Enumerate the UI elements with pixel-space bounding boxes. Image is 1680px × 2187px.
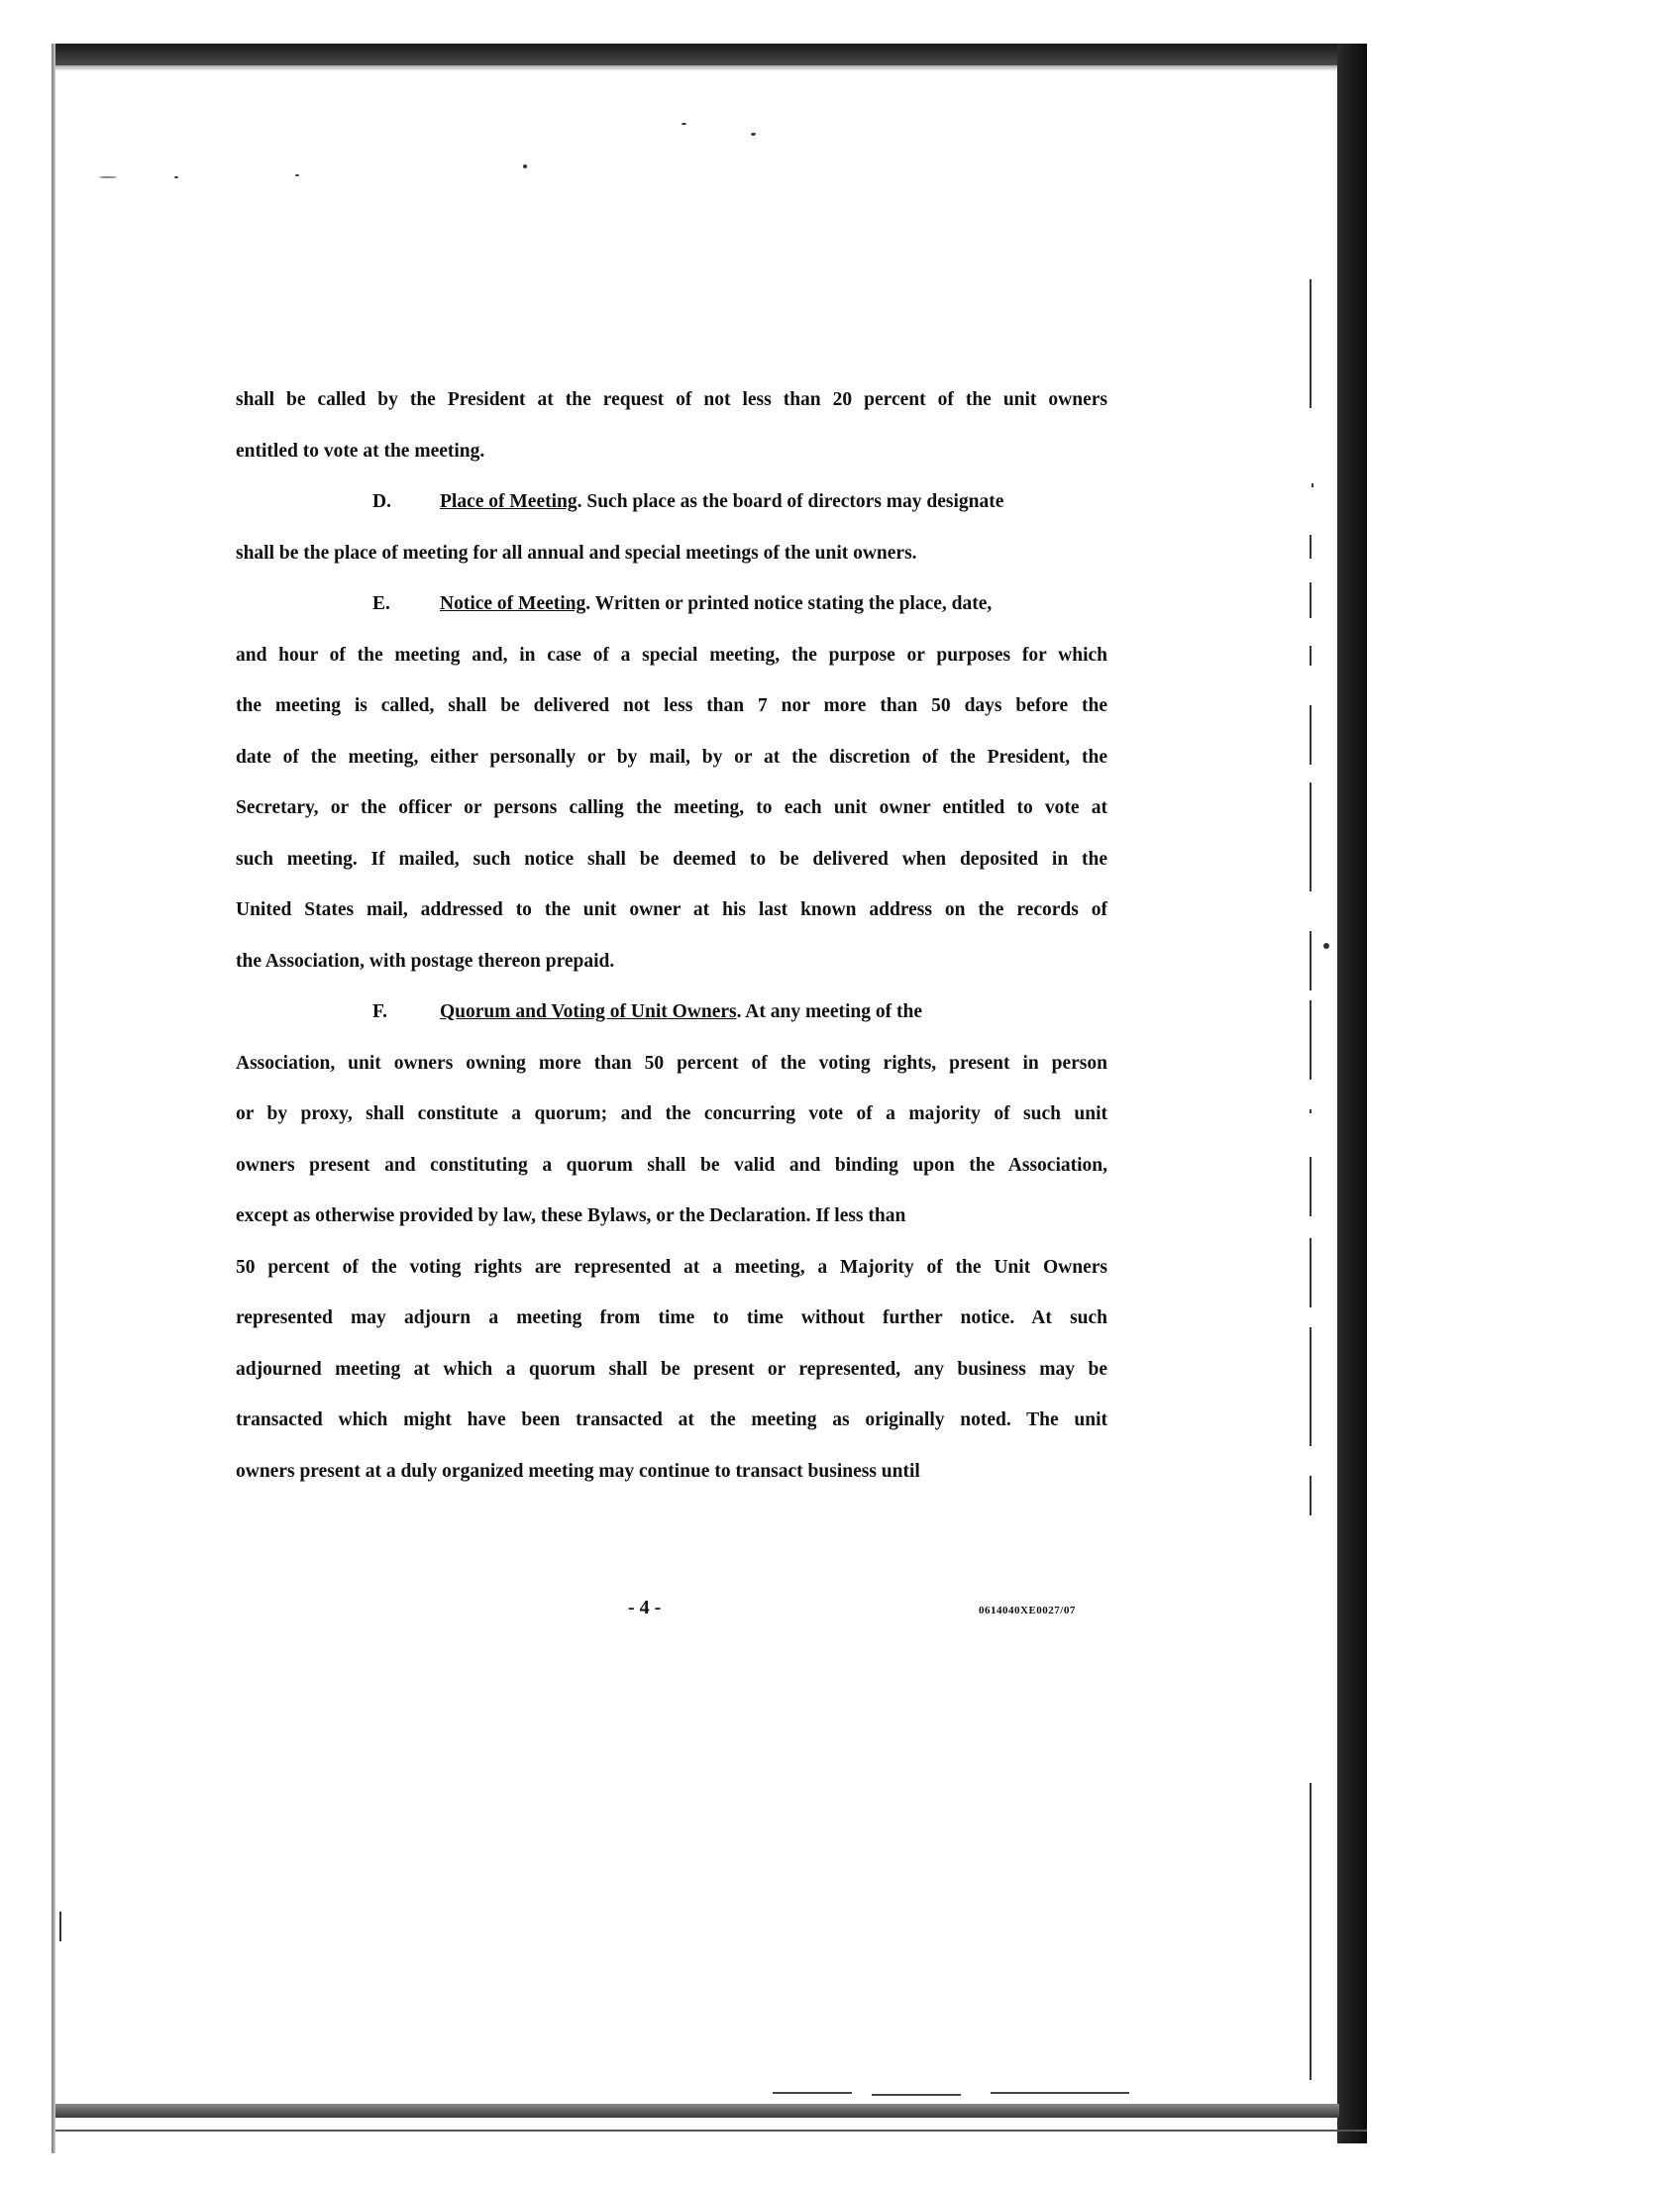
text-line: adjourned meeting at which a quorum shall be present or represented, any business may be [236, 1358, 1107, 1380]
section-d-first-line [236, 476, 1107, 528]
scan-margin-mark [1310, 782, 1312, 891]
text-run: . At any meeting of the [736, 1001, 922, 1022]
text-line: except as otherwise provided by law, these Bylaws, or the Declaration. If less than [236, 1205, 906, 1226]
scan-margin-mark [1310, 1476, 1312, 1515]
scan-top-shadow [55, 65, 1367, 71]
scan-dash [773, 2092, 852, 2094]
scan-margin-mark [1310, 931, 1312, 990]
text-line: shall be the place of meeting for all annual and special meetings of the unit owners. [236, 542, 917, 564]
scan-speck [751, 133, 756, 136]
scan-margin-mark [1310, 646, 1312, 666]
text-line: shall be called by the President at the request of not less than 20 percent of the unit owners [236, 389, 1107, 410]
scan-margin-mark [1310, 1109, 1312, 1113]
page-number: - 4 - [628, 1597, 662, 1618]
scan-margin-mark [1310, 1157, 1312, 1216]
text-line: 50 percent of the voting rights are represented at a meeting, a Majority of the Unit Owners [236, 1256, 1107, 1278]
text-line: Association, unit owners owning more than 50 percent of the voting rights, present in person [236, 1052, 1107, 1074]
text-line: transacted which might have been transacted at the meeting as originally noted. The unit [236, 1409, 1107, 1430]
text-line: and hour of the meeting and, in case of a special meeting, the purpose or purposes for which [236, 644, 1107, 666]
text-line: owners present at a duly organized meeting may continue to transact business until [236, 1460, 920, 1482]
scan-margin-mark [1310, 535, 1312, 559]
scan-bottom-line [55, 2130, 1367, 2132]
document-body [236, 374, 1107, 1497]
section-letter: E. [372, 593, 390, 614]
scan-speck [682, 123, 686, 125]
section-e-first-line [236, 578, 1107, 630]
scan-speck [295, 174, 299, 176]
scan-margin-mark [1312, 483, 1313, 487]
document-id: 0614040XE0027/07 [979, 1605, 1076, 1616]
scan-left-edge [52, 44, 55, 2153]
scan-bottom-border [55, 2104, 1339, 2118]
section-heading: Notice of Meeting [440, 593, 586, 614]
text-line: the meeting is called, shall be delivered not less than 7 nor more than 50 days before the [236, 695, 1107, 716]
text-line: represented may adjourn a meeting from time to time without further notice. At such [236, 1307, 1107, 1328]
text-run: . Written or printed notice stating the place, date, [585, 593, 993, 614]
section-f-first-line [236, 987, 1107, 1038]
scan-margin-mark [1310, 1327, 1312, 1446]
scan-speck [99, 176, 117, 178]
scan-margin-mark [1310, 1783, 1312, 2080]
scan-dash [991, 2092, 1129, 2094]
scan-right-border [1337, 44, 1367, 2143]
text-line: the Association, with postage thereon prepaid. [236, 950, 615, 972]
text-line: owners present and constituting a quorum shall be valid and binding upon the Association, [236, 1154, 1107, 1176]
text-line: Secretary, or the officer or persons calling the meeting, to each unit owner entitled to vote at [236, 797, 1107, 818]
scan-top-border [55, 44, 1367, 65]
text-line: entitled to vote at the meeting. [236, 440, 485, 462]
scan-margin-mark [1310, 1238, 1312, 1307]
scan-margin-mark [59, 1912, 61, 1941]
section-heading: Quorum and Voting of Unit Owners [440, 1001, 737, 1022]
text-line: such meeting. If mailed, such notice shall be deemed to be delivered when deposited in the [236, 848, 1107, 870]
scan-margin-mark [1310, 279, 1312, 408]
text-line: United States mail, addressed to the unit owner at his last known address on the records of [236, 899, 1107, 920]
scan-speck [174, 176, 178, 178]
scan-speck [1323, 943, 1329, 949]
section-letter: F. [372, 1001, 387, 1022]
text-line: or by proxy, shall constitute a quorum; and the concurring vote of a majority of such unit [236, 1103, 1107, 1124]
scan-margin-mark [1310, 1000, 1312, 1080]
text-line: date of the meeting, either personally or by mail, by or at the discretion of the President, the [236, 746, 1107, 768]
section-heading: Place of Meeting [440, 491, 578, 512]
scan-margin-mark [1310, 705, 1312, 765]
scan-margin-mark [1310, 582, 1312, 618]
scan-speck [523, 164, 527, 168]
section-letter: D. [372, 491, 391, 512]
scan-dash [872, 2094, 961, 2096]
text-run: . Such place as the board of directors may designate [577, 491, 1004, 512]
